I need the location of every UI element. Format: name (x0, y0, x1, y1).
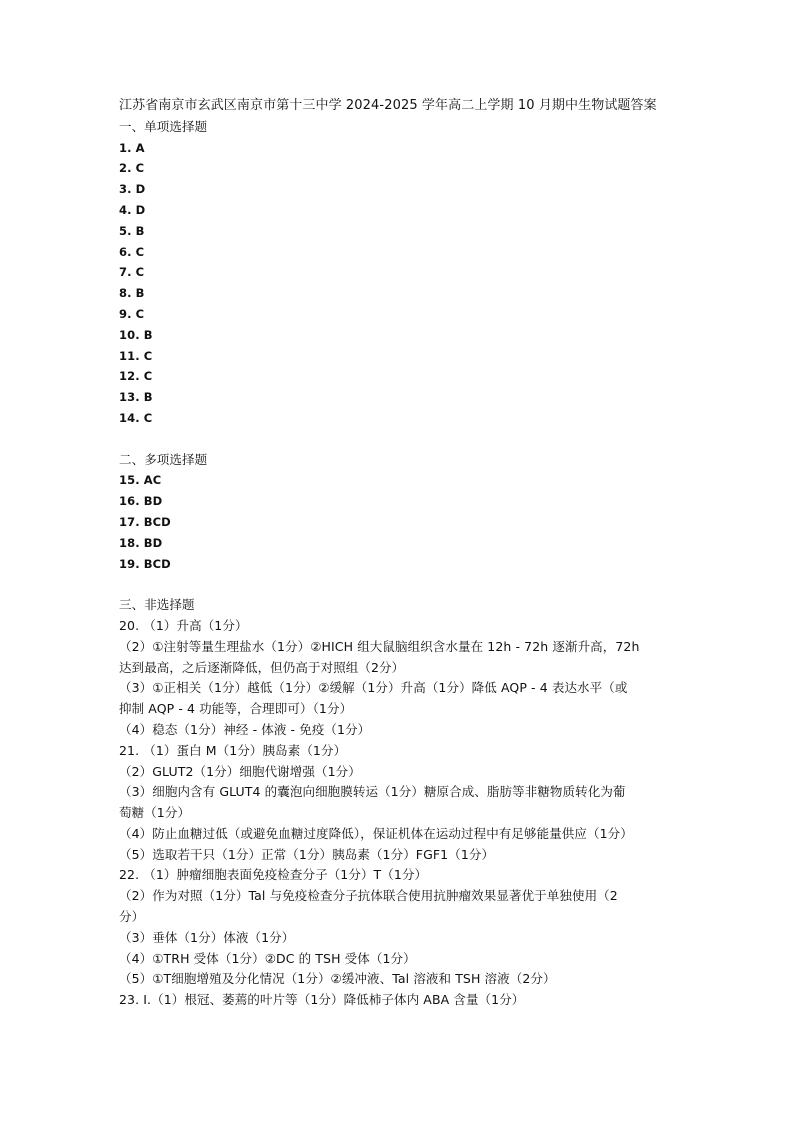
answer-text-line: 21. （1）蛋白 M（1分）胰岛素（1分） (119, 742, 347, 758)
answer-line: 16. BD (119, 494, 163, 509)
answer-text-line: （3）细胞内含有 GLUT4 的囊泡向细胞膜转运（1分）糖原合成、脂肪等非糖物质转化为葡 (119, 784, 626, 800)
answer-text-line: （4）稳态（1分）神经 - 体液 - 免疫（1分） (119, 721, 371, 737)
answer-content (119, 96, 679, 1011)
answer-line: 1. A (119, 140, 145, 155)
section-heading-single-choice: 一、单项选择题 (119, 118, 208, 134)
answer-line: 13. B (119, 390, 153, 405)
answer-line: 17. BCD (119, 514, 171, 529)
answer-text-line: （4）①TRH 受体（1分）②DC 的 TSH 受体（1分） (119, 950, 416, 966)
answer-line: 3. D (119, 182, 146, 197)
answer-line: 5. B (119, 223, 145, 238)
answer-line: 8. B (119, 286, 145, 301)
answer-text-line: 23. Ⅰ.（1）根冠、萎蔫的叶片等（1分）降低柿子体内 ABA 含量（1分） (119, 992, 525, 1008)
blank-line (119, 429, 679, 450)
answer-text-line: 萄糖（1分） (119, 805, 191, 821)
answer-text-line: （4）防止血糖过低（或避免血糖过度降低），保证机体在运动过程中有足够能量供应（1分） (119, 825, 633, 841)
answer-text-line: 达到最高，之后逐渐降低，但仍高于对照组（2分） (119, 659, 405, 675)
answer-text-line: （3）垂体（1分）体液（1分） (119, 929, 295, 945)
answer-line: 19. BCD (119, 556, 171, 571)
section-heading-non-choice: 三、非选择题 (119, 597, 195, 613)
answer-text-line: 分） (119, 909, 145, 925)
answer-text-line: 20. （1）升高（1分） (119, 617, 248, 633)
answer-text-line: （5）选取若干只（1分）正常（1分）胰岛素（1分）FGF1（1分） (119, 846, 495, 862)
answer-line: 14. C (119, 410, 153, 425)
answer-text-line: （3）①正相关（1分）越低（1分）②缓解（1分）升高（1分）降低 AQP - 4 表达水平（或 (119, 680, 628, 696)
answer-line: 15. AC (119, 473, 162, 488)
answer-text-line: 22. （1）肿瘤细胞表面免疫检查分子（1分）T（1分） (119, 867, 428, 883)
answer-text-line: （2）①注射等量生理盐水（1分）②HICH 组大鼠脑组织含水量在 12h - 72h 逐渐升高，72h (119, 638, 640, 654)
answer-line: 11. C (119, 348, 153, 363)
answer-line: 9. C (119, 306, 145, 321)
blank-line (119, 574, 679, 595)
document-title: 江苏省南京市玄武区南京市第十三中学 2024-2025 学年高二上学期 10 月期中生物试题答案 (119, 98, 657, 113)
answer-text-line: 抑制 AQP - 4 功能等，合理即可）（1分） (119, 701, 353, 717)
answer-text-line: （2）作为对照（1分）Tal 与免疫检查分子抗体联合使用抗肿瘤效果显著优于单独使用（2 (119, 888, 618, 904)
answer-text-line: （2）GLUT2（1分）细胞代谢增强（1分） (119, 763, 361, 779)
answer-line: 2. C (119, 161, 145, 176)
answer-line: 4. D (119, 202, 146, 217)
answer-line: 12. C (119, 369, 153, 384)
answer-line: 10. B (119, 327, 153, 342)
answer-line: 6. C (119, 244, 145, 259)
section-heading-multiple-choice: 二、多项选择题 (119, 451, 208, 467)
answer-line: 18. BD (119, 535, 163, 550)
answer-text-line: （5）①T细胞增殖及分化情况（1分）②缓冲液、Tal 溶液和 TSH 溶液（2分） (119, 971, 556, 987)
answer-line: 7. C (119, 265, 145, 280)
